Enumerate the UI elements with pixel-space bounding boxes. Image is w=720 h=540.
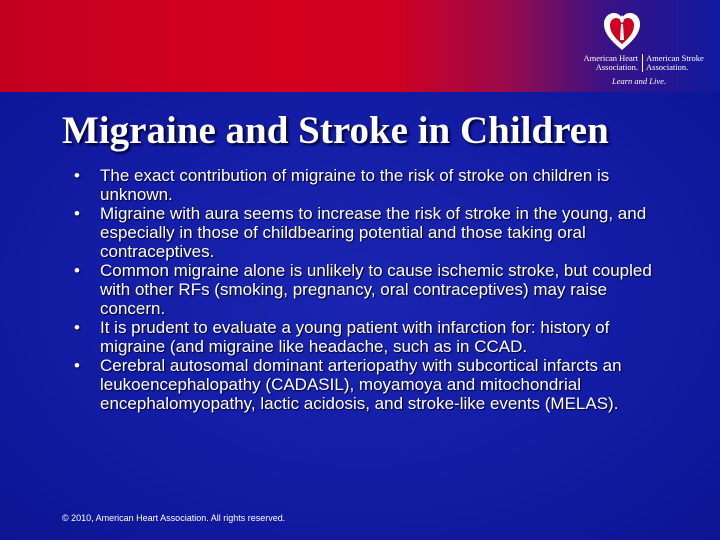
bullet-item <box>68 204 668 261</box>
aha-asa-logo <box>566 10 716 86</box>
bullet-item <box>68 356 668 413</box>
logo-divider <box>642 54 643 72</box>
bullet-item <box>68 318 668 356</box>
aha-wordmark-line2: Association. <box>595 62 638 72</box>
bullet-text: The exact contribution of migraine to the risk of stroke on children is unknown. <box>100 166 610 204</box>
bullet-text: Migraine with aura seems to increase the risk of stroke in the young, and especially in those of childbearing potential and those taking oral contraceptives. <box>100 204 647 261</box>
aha-wordmark-line1: American Heart <box>583 53 638 63</box>
asa-wordmark-line2: Association. <box>646 62 689 72</box>
logo-tagline: Learn and Live. <box>612 76 667 86</box>
bullet-list <box>68 166 668 413</box>
bullet-item <box>68 261 668 318</box>
bullet-dot-icon: • <box>74 204 80 223</box>
bullet-dot-icon: • <box>74 166 80 185</box>
asa-wordmark <box>646 54 712 72</box>
bullet-dot-icon: • <box>74 356 80 375</box>
slide-title: Migraine and Stroke in Children <box>62 109 609 152</box>
bullet-text: It is prudent to evaluate a young patient with infarction for: history of migraine (and migraine like headache, such as in CCAD. <box>100 318 610 356</box>
asa-wordmark-line1: American Stroke <box>646 53 704 63</box>
bullet-text: Cerebral autosomal dominant arteriopathy with subcortical infarcts an leukoencephalopathy (CADASIL), moyamoya and mitochondrial encephalomyopathy, lactic acidosis, and stroke-like events (MELAS). <box>100 356 622 413</box>
bullet-item <box>68 166 668 204</box>
bullet-dot-icon: • <box>74 261 80 280</box>
heart-torch-icon <box>602 10 642 52</box>
copyright-footer: © 2010, American Heart Association. All rights reserved. <box>62 513 286 523</box>
bullet-dot-icon: • <box>74 318 80 337</box>
bullet-text: Common migraine alone is unlikely to cause ischemic stroke, but coupled with other RFs (smoking, pregnancy, oral contraceptives) may raise concern. <box>100 261 652 318</box>
aha-wordmark <box>566 54 638 72</box>
